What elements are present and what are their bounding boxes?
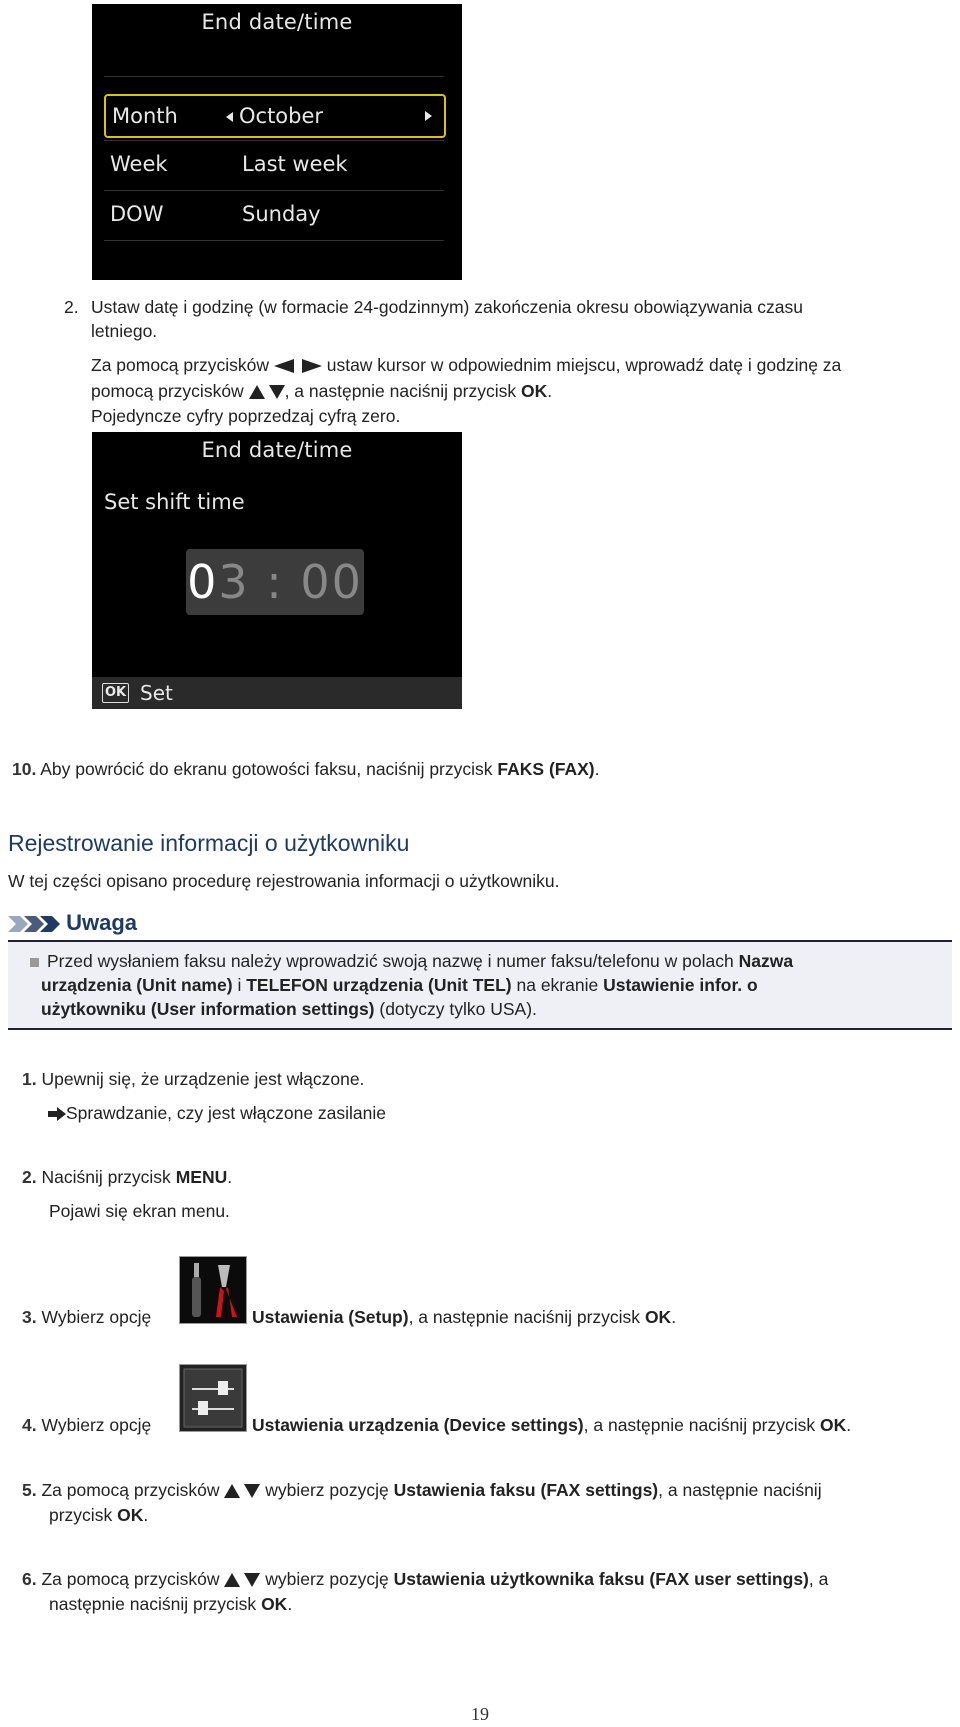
divider — [104, 240, 444, 241]
time-cursor-digit: 0 — [187, 555, 219, 609]
up-down-buttons-icon — [249, 384, 285, 400]
substep-text-line4: pomocą przycisków , a następnie naciśnij przycisk OK. — [91, 381, 553, 401]
page-number: 19 — [471, 1704, 489, 1724]
link-arrow-icon — [48, 1107, 66, 1121]
note-line2: urządzenia (Unit name) i TELEFON urządzenia (Unit TEL) na ekranie Ustawienie infor. o — [41, 975, 758, 995]
divider — [104, 140, 444, 141]
substep-text-line1: Ustaw datę i godzinę (w formacie 24-godzinnym) zakończenia okresu obowiązywania czasu — [91, 297, 804, 317]
lcd-row-week — [110, 144, 440, 184]
step-4: 4. Wybierz opcję — [22, 1415, 152, 1435]
note-line1: Przed wysłaniem faksu należy wprowadzić swoją nazwę i numer faksu/telefonu w polach Nazwa — [30, 948, 793, 974]
substep-number: 2. — [64, 297, 79, 317]
substep-text-line3: Za pomocą przycisków ustaw kursor w odpowiednim miejscu, wprowadź datę i godzinę za — [91, 355, 842, 375]
ok-icon: OK — [102, 683, 129, 703]
step-2: 2. Naciśnij przycisk MENU. — [22, 1167, 233, 1187]
lcd-row-value: Last week — [242, 152, 348, 176]
lcd-row-dow — [110, 194, 440, 234]
step-1: 1. Upewnij się, że urządzenie jest włączone. — [22, 1069, 365, 1089]
step-6: 6. Za pomocą przycisków wybierz pozycję Ustawienia użytkownika faksu (FAX user settings), a — [22, 1569, 829, 1589]
divider — [104, 76, 444, 77]
lcd-row-key: Month — [112, 104, 178, 128]
lcd-row-value: October — [226, 104, 323, 128]
link-power-check[interactable]: Sprawdzanie, czy jest włączone zasilanie — [48, 1100, 386, 1126]
lcd-row-key: Week — [110, 152, 168, 176]
lcd-footer — [92, 677, 462, 709]
bullet-icon — [30, 958, 39, 967]
lcd-subtitle: Set shift time — [104, 490, 245, 514]
step-10: 10. Aby powrócić do ekranu gotowości faksu, naciśnij przycisk FAKS (FAX). — [12, 759, 600, 779]
time-rest: 3 : 00 — [218, 555, 363, 609]
lcd-screen-set-shift-time — [92, 432, 462, 709]
step-5-line2: przycisk OK. — [49, 1505, 149, 1525]
arrow-left-icon — [226, 112, 233, 122]
up-down-buttons-icon — [224, 1572, 260, 1588]
substep-text-line2: letniego. — [91, 321, 158, 341]
left-right-buttons-icon — [274, 358, 322, 374]
note-line3: użytkowniku (User information settings) (dotyczy tylko USA). — [41, 999, 537, 1019]
substep-text-line5: Pojedyncze cyfry poprzedzaj cyfrą zero. — [91, 406, 401, 426]
note-box — [8, 940, 952, 1030]
footer-label: Set — [140, 681, 173, 705]
step-2-sub: Pojawi się ekran menu. — [49, 1201, 230, 1221]
note-header: Uwaga — [8, 910, 137, 936]
note-chevron-icon — [8, 914, 60, 934]
step-6-line2: następnie naciśnij przycisk OK. — [49, 1594, 293, 1614]
lcd-row-key: DOW — [110, 202, 164, 226]
step-3: 3. Wybierz opcję — [22, 1307, 152, 1327]
step-4-cont: Ustawienia urządzenia (Device settings), a następnie naciśnij przycisk OK. — [252, 1415, 852, 1435]
device-settings-icon — [179, 1364, 247, 1432]
step-3-cont: Ustawienia (Setup), a następnie naciśnij przycisk OK. — [252, 1307, 677, 1327]
lcd-row-value: Sunday — [242, 202, 321, 226]
lcd-screen-end-date — [92, 4, 462, 280]
arrow-right-icon — [425, 111, 432, 121]
section-heading: Rejestrowanie informacji o użytkowniku — [8, 830, 410, 856]
setup-tools-icon — [179, 1256, 247, 1324]
lcd-title: End date/time — [201, 438, 353, 462]
lcd-row-month — [104, 94, 446, 138]
time-input — [186, 549, 364, 615]
step-5: 5. Za pomocą przycisków wybierz pozycję Ustawienia faksu (FAX settings), a następnie naciśnij — [22, 1480, 822, 1500]
section-intro: W tej części opisano procedurę rejestrowania informacji o użytkowniku. — [8, 871, 560, 891]
up-down-buttons-icon — [224, 1483, 260, 1499]
lcd-title: End date/time — [201, 10, 353, 34]
divider — [104, 190, 444, 191]
